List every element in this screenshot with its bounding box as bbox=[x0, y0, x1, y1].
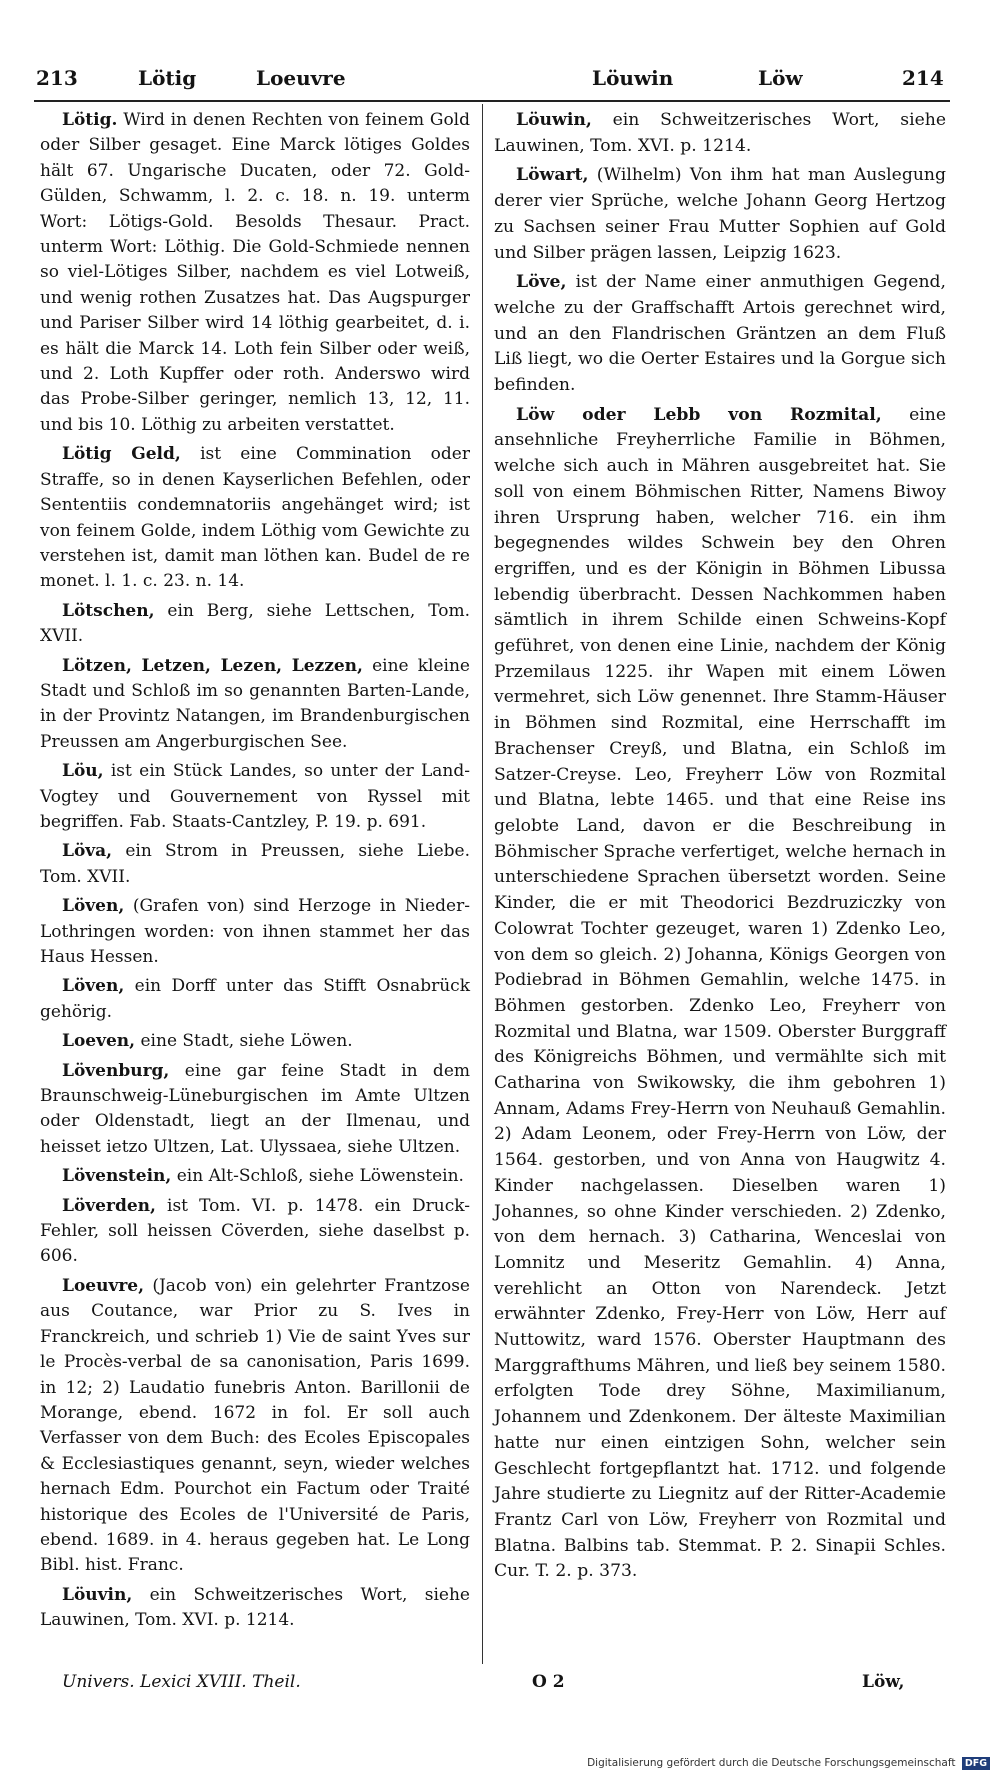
dictionary-entry bbox=[40, 1583, 470, 1634]
entry-lemma: Loeven, bbox=[62, 1031, 136, 1052]
entry-text: eine ansehnliche Freyherrliche Familie in Böhmen, welche sich auch in Mähren ausgebreitet hat. Sie soll von einem Böhmischen Ritter, Namens Biwoy ihren Ursprung haben, welcher 716. ein ihm begegnendes wildes Schwein bey den Ohren ergriffen, und es der Königin in Böhmen Libussa lebendig überbracht. Dessen Nachkommen haben sämtlich in ihrem Schilde einen Schweins-Kopf geführet, von denen eine Linie, nachdem der König Przemilaus 1225. ihr Wapen mit einem Löwen vermehret, sich Löw genennet. Ihre Stamm-Häuser in Böhmen sind Rozmital, eine Herrschafft im Brachenser Creyß, und Blatna, ein Schloß im Satzer-Creyse. Leo, Freyherr Löw von Rozmital und Blatna, lebte 1465. und that eine Reise ins gelobte Land, davon er die Beschreibung in Böhmischer Sprache verfertiget, welche hernach in unterschiedene Sprachen übersetzt worden. Seine Kinder, die er mit Theodorici Bezdruziczky von Colowrat Tochter gezeuget, waren 1) Zdenko Leo, von dem so gleich. 2) Johanna, Königs Georgen von Podiebrad in Böhmen Gemahlin, welche 1475. in Böhmen gestorben. Zdenko Leo, Freyherr von Rozmital und Blatna, war 1509. Oberster Burggraff des Königreichs Böhmen, und vermählte sich mit Catharina von Swikowsky, die ihm gebohren 1) Annam, Adams Frey-Herrn von Neuhauß Gemahlin. 2) Adam Leonem, oder Frey-Herrn von Löw, der 1564. gestorben, und von Anna von Haugwitz 4. Kinder nachgelassen. Dieselben waren 1) Johannes, so ohne Kinder verschieden. 2) Zdenko, von dem hernach. 3) Catharina, Wenceslai von Lomnitz und Meseritz Gemahlin. 4) Anna, verehlicht an Otton von Narendeck. Jetzt erwähnter Zdenko, Frey-Herr von Löw, Herr auf Nuttowitz, ward 1576. Oberster Hauptmann des Marggrafthums Mähren, und ließ bey seinem 1580. erfolgten Tode drey Söhne, Maximilianum, Johannem und Zdenkonem. Der älteste Maximilian hatte nur einen eintzigen Sohn, welcher sein Geschlecht fortgepflantzt hat. 1712. und folgende Jahre studierte zu Liegnitz auf der Ritter-Academie Frantz Carl von Löw, Freyherr von Rozmital und Blatna. Balbins tab. Stemmat. P. 2. Sinapii Schles. Cur. T. 2. p. 373. bbox=[494, 404, 946, 1582]
column-divider bbox=[482, 104, 483, 1664]
dictionary-entry bbox=[494, 403, 946, 1585]
entry-text: ein Alt-Schloß, siehe Löwenstein. bbox=[176, 1166, 464, 1187]
catchword-left-1: Lötig bbox=[138, 66, 197, 90]
dictionary-entry bbox=[494, 108, 946, 159]
page-number-left: 213 bbox=[36, 66, 78, 90]
digitization-credit bbox=[587, 1757, 990, 1770]
entry-lemma: Lövenburg, bbox=[62, 1060, 170, 1081]
entry-lemma: Lötig Geld, bbox=[62, 444, 181, 465]
entry-lemma: Löw oder Lebb von Rozmital, bbox=[516, 404, 882, 425]
catchword-left-2: Loeuvre bbox=[256, 66, 346, 90]
catchword-right-1: Löuwin bbox=[592, 66, 674, 90]
entry-lemma: Löwart, bbox=[516, 165, 589, 186]
entry-text: ein Berg, siehe Lettschen, Tom. XVII. bbox=[40, 600, 471, 647]
entry-lemma: Löve, bbox=[516, 272, 567, 293]
dfg-logo: DFG bbox=[962, 1757, 990, 1770]
entry-lemma: Löu, bbox=[62, 761, 104, 782]
footer-title: Univers. Lexici XVIII. Theil. bbox=[62, 1672, 301, 1692]
entry-text: ein Schweitzerisches Wort, siehe Lauwinen, Tom. XVI. p. 1214. bbox=[40, 1584, 470, 1631]
dictionary-entry bbox=[494, 270, 946, 399]
entry-text: ein Dorff unter das Stifft Osnabrück gehörig. bbox=[40, 976, 470, 1022]
dictionary-entry bbox=[40, 108, 470, 438]
dictionary-entry bbox=[494, 163, 946, 266]
entry-lemma: Loeuvre, bbox=[62, 1275, 145, 1296]
entry-text: eine gar feine Stadt in dem Braunschweig-Lüneburgischen im Amte Ultzen oder Oldenstadt, liegt an der Ilmenau, und heisset ietzo Ultzen, Lat. Ulyssaea, siehe Ultzen. bbox=[40, 1060, 470, 1157]
page-footer bbox=[62, 1672, 946, 1702]
dictionary-entry bbox=[40, 1164, 470, 1189]
entry-lemma: Löva, bbox=[62, 841, 113, 862]
entry-lemma: Löuwin, bbox=[516, 110, 592, 130]
entry-text: ist Tom. VI. p. 1478. ein Druck-Fehler, soll heissen Cöverden, siehe daselbst p. 606. bbox=[40, 1195, 470, 1267]
left-column bbox=[40, 108, 470, 1638]
entry-text: ist der Name einer anmuthigen Gegend, welche zu der Graffschafft Artois gerechnet wird, und an den Flandrischen Gräntzen an dem Fluß Liß liegt, wo die Oerter Estaires und la Gorgue sich befinden. bbox=[494, 272, 946, 396]
entry-lemma: Lötzen, Letzen, Lezen, Lezzen, bbox=[62, 655, 363, 676]
dictionary-entry bbox=[40, 974, 470, 1025]
dictionary-entry bbox=[40, 1274, 470, 1579]
entry-text: (Jacob von) ein gelehrter Frantzose aus Coutance, war Prior zu S. Ives in Franckreich, und schrieb 1) Vie de saint Yves sur le Procès-verbal de sa canonisation, Paris 1699. in 12; 2) Laudatio funebris Anton. Barillonii de Morange, ebend. 1672 in fol. Er soll auch Verfasser von dem Buch: des Ecoles Episcopales & Ecclesiastiques genannt, seyn, wieder welches hernach Edm. Pourchot ein Factum oder Traité historique des Ecoles de l'Université de Paris, ebend. 1689. in 4. heraus gegeben hat. Le Long Bibl. hist. Franc. bbox=[40, 1275, 470, 1576]
entry-text: ein Strom in Preussen, siehe Liebe. Tom. XVII. bbox=[40, 841, 470, 887]
running-header bbox=[36, 66, 946, 96]
footer-catchword: Löw, bbox=[862, 1672, 905, 1692]
dictionary-entry bbox=[40, 894, 470, 970]
entry-text: eine Stadt, siehe Löwen. bbox=[140, 1031, 353, 1052]
entry-lemma: Löven, bbox=[62, 976, 125, 997]
entry-text: Wird in denen Rechten von feinem Gold oder Silber gesaget. Eine Marck lötiges Goldes hält 67. Ungarische Ducaten, oder 72. Gold-Gülden, Schwamm, l. 2. c. 18. n. 19. unterm Wort: Lötigs-Gold. Besolds Thesaur. Pract. unterm Wort: Löthig. Die Gold-Schmiede nennen so viel-Lötiges Silber, nachdem es viel Lotweiß, und wenig rothen Zusatzes hat. Das Augspurger und Pariser Silber wird 14 löthig gearbeitet, d. i. es hält die Marck 14. Loth fein Silber oder weiß, und 2. Loth Kupffer oder roth. Anderswo wird das Probe-Silber geringer, nemlich 13, 12, 11. und bis 10. Löthig zu arbeiten verstattet. bbox=[40, 110, 470, 435]
dictionary-entry bbox=[40, 1059, 470, 1161]
entry-lemma: Löven, bbox=[62, 896, 125, 917]
entry-text: eine kleine Stadt und Schloß im so genannten Barten-Lande, in der Provintz Natangen, im Brandenburgischen Preussen am Angerburgischen See. bbox=[40, 655, 470, 752]
entry-lemma: Lövenstein, bbox=[62, 1166, 172, 1187]
entry-text: ein Schweitzerisches Wort, siehe Lauwinen, Tom. XVI. p. 1214. bbox=[494, 110, 946, 156]
right-column bbox=[494, 108, 946, 1589]
signature-mark: O 2 bbox=[532, 1672, 565, 1692]
catchword-right-2: Löw bbox=[758, 66, 803, 90]
header-rule bbox=[34, 100, 950, 102]
dictionary-entry bbox=[40, 839, 470, 890]
dictionary-entry bbox=[40, 599, 470, 650]
entry-text: (Grafen von) sind Herzoge in Nieder-Lothringen worden: von ihnen stammet her das Haus Hessen. bbox=[40, 896, 470, 967]
entry-text: ist ein Stück Landes, so unter der Land-Vogtey und Gouvernement von Ryssel mit begriffen. Fab. Staats-Cantzley, P. 19. p. 691. bbox=[40, 761, 470, 832]
dictionary-entry bbox=[40, 1194, 470, 1270]
entry-lemma: Lötschen, bbox=[62, 600, 155, 621]
entry-lemma: Löverden, bbox=[62, 1195, 156, 1216]
page-number-right: 214 bbox=[902, 66, 944, 90]
entry-lemma: Lötig. bbox=[62, 110, 118, 130]
dictionary-entry bbox=[40, 654, 470, 756]
dictionary-entry bbox=[40, 1029, 470, 1054]
entry-lemma: Löuvin, bbox=[62, 1584, 133, 1605]
credit-text: Digitalisierung gefördert durch die Deutsche Forschungsgemeinschaft bbox=[587, 1757, 956, 1769]
entry-text: (Wilhelm) Von ihm hat man Auslegung derer vier Sprüche, welche Johann Georg Hertzog zu Sachsen seiner Frau Mutter Sophien auf Gold und Silber prägen lassen, Leipzig 1623. bbox=[494, 165, 946, 263]
dictionary-entry bbox=[40, 759, 470, 835]
dictionary-entry bbox=[40, 442, 470, 594]
entry-text: ist eine Commination oder Straffe, so in denen Kayserlichen Befehlen, oder Sententiis condemnatoriis angehänget wird; ist von feinem Golde, indem Löthig vom Gewichte zu verstehen ist, damit man löthen kan. Budel de re monet. l. 1. c. 23. n. 14. bbox=[40, 444, 470, 592]
